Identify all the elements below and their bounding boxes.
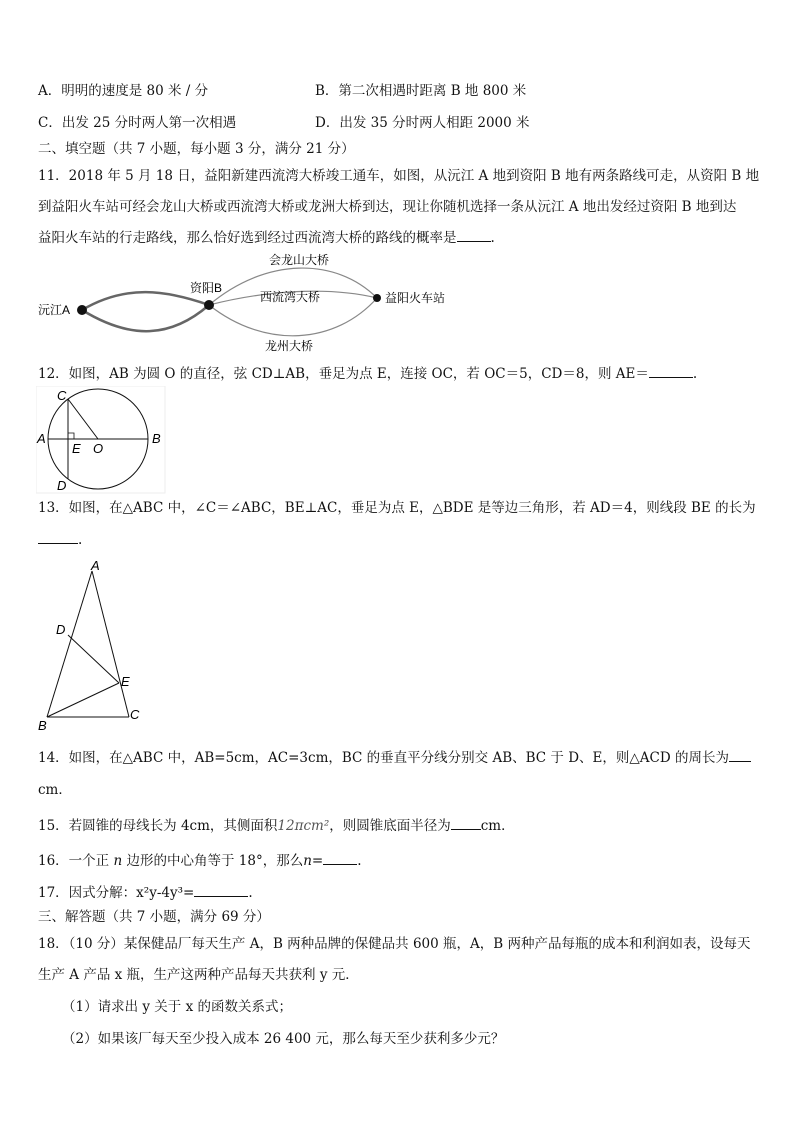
label-o: O [93, 441, 104, 456]
q18-sub2: （2）如果该厂每天至少投入成本 26 400 元，那么每天至少获利多少元？ [62, 1031, 505, 1047]
option-a: A．明明的速度是 80 米 / 分 [38, 83, 209, 99]
triangle-diagram [36, 558, 146, 732]
point-station [373, 294, 381, 302]
q15-text: 15．若圆锥的母线长为 4cm，其侧面积12πcm²，则圆锥底面半径为 cm． [38, 818, 515, 834]
q12-text: 12．如图，AB 为圆 O 的直径，弦 CD⊥AB，垂足为点 E，连接 OC，若 OC＝5，CD＝8，则 AE＝ . [38, 366, 698, 382]
label-c: C [130, 707, 140, 722]
answer-blank [451, 817, 481, 830]
section-heading-solutions: 三、解答题（共 7 小题，满分 69 分） [38, 909, 270, 925]
segment-be [47, 683, 119, 717]
label-xiliuwan: 西流湾大桥 [260, 290, 321, 304]
q11-line1: 11．2018 年 5 月 18 日，益阳新建西流湾大桥竣工通车，如图，从沅江 A 地到资阳 B 地有两条路线可走，从资阳 B 地 [38, 168, 760, 184]
route-diagram [36, 252, 456, 356]
q14-text: 14．如图，在△ABC 中，AB=5cm，AC=3cm，BC 的垂直平分线分别交 AB、BC 于 D、E，则△ACD 的周长为 [38, 749, 751, 767]
option-d: D．出发 35 分时两人相距 2000 米 [315, 115, 530, 131]
q11-line3-text: 益阳火车站的行走路线，那么恰好选到经过西流湾大桥的路线的概率是 [38, 230, 457, 246]
label-c: C [57, 388, 67, 403]
segment-de [68, 635, 119, 683]
option-b: B．第二次相遇时距离 B 地 800 米 [315, 83, 527, 99]
label-huilongshan: 会龙山大桥 [269, 253, 330, 267]
q13-answer-line: . [38, 531, 82, 549]
q11-line2: 到益阳火车站可经会龙山大桥或西流湾大桥或龙洲大桥到达，现让你随机选择一条从沅江 A 地出发经过资阳 B 地到达 [38, 199, 737, 215]
answer-blank [729, 749, 751, 762]
answer-blank [38, 531, 78, 544]
label-e: E [72, 441, 81, 456]
q15-formula: 12πcm² [277, 818, 330, 834]
label-longzhou: 龙州大桥 [265, 339, 314, 353]
label-d: D [57, 478, 67, 493]
circle-diagram [36, 386, 166, 494]
label-d: D [56, 622, 66, 637]
answer-blank [323, 852, 357, 865]
label-b: B [152, 431, 161, 446]
answer-blank [457, 229, 491, 242]
side-ac [92, 571, 129, 717]
q17-text: 17．因式分解：x²y-4y³= . [38, 885, 253, 901]
q14-unit: cm． [38, 782, 72, 798]
label-b: 资阳B [190, 281, 223, 295]
option-c: C．出发 25 分时两人第一次相遇 [38, 115, 237, 131]
label-b: B [38, 718, 47, 732]
q18-line2: 生产 A 产品 x 瓶，生产这两种产品每天共获利 y 元． [38, 967, 359, 983]
label-a: A [37, 431, 46, 446]
label-a: A [91, 558, 100, 573]
label-a: 沅江A [38, 303, 71, 317]
point-a [77, 305, 87, 315]
answer-blank [649, 365, 693, 378]
section-heading-fill-in: 二、填空题（共 7 小题，每小题 3 分，满分 21 分） [38, 141, 355, 157]
right-angle-mark [68, 433, 74, 439]
q18-line1: 18．（10 分）某保健品厂每天生产 A，B 两种品牌的保健品共 600 瓶，A，B 两种产品每瓶的成本和利润如表，设每天 [38, 936, 751, 952]
q16-text: 16．一个正 n 边形的中心角等于 18°，那么n= . [38, 853, 362, 869]
route-a-to-b-lower [82, 305, 209, 331]
q11-line3: 益阳火车站的行走路线，那么恰好选到经过西流湾大桥的路线的概率是 . [38, 230, 495, 246]
q18-sub1: （1）请求出 y 关于 x 的函数关系式； [62, 999, 292, 1015]
label-e: E [121, 674, 130, 689]
side-ab [47, 571, 92, 717]
point-b [204, 300, 214, 310]
answer-blank [194, 884, 248, 897]
label-station: 益阳火车站 [385, 291, 446, 305]
q13-text: 13．如图，在△ABC 中，∠C＝∠ABC，BE⊥AC，垂足为点 E，△BDE 是等边三角形，若 AD＝4，则线段 BE 的长为 [38, 500, 756, 516]
